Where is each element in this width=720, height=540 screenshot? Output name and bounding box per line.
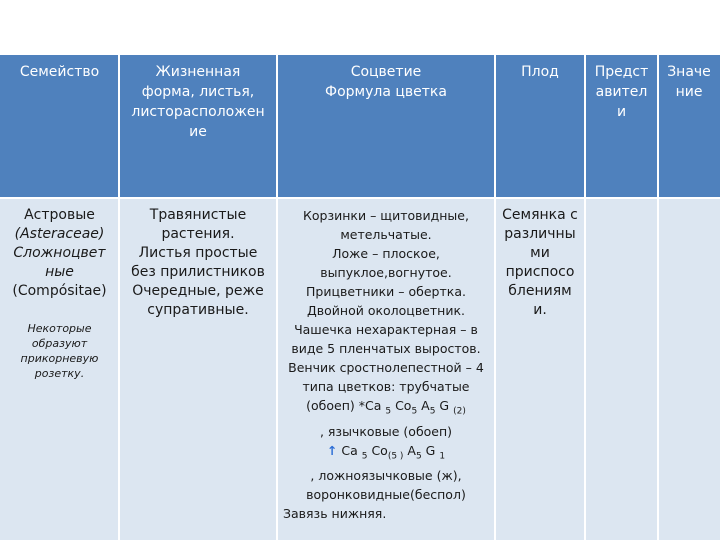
family-alt-name: ные (45, 264, 74, 280)
family-note (0, 321, 119, 381)
formula-text: A (417, 398, 430, 413)
formula-text: Ca (337, 442, 362, 458)
column-divider (657, 55, 659, 540)
header-inflorescence-line: Соцветие (350, 64, 422, 80)
life-form-line: супративные. (147, 302, 249, 318)
inflorescence-line: метельчатые. (340, 227, 432, 242)
cell-family (0, 198, 119, 540)
header-fruit-text: Плод (521, 64, 559, 80)
header-life-form-line: Жизненная (155, 64, 241, 80)
row-divider (0, 197, 720, 199)
life-form-line: Листья простые (138, 245, 258, 261)
family-note-line: Некоторые (27, 322, 92, 335)
formula-sub: 5 (385, 406, 392, 417)
formula-text: (обоеп) *Ca (306, 398, 386, 413)
header-family (0, 55, 119, 198)
cell-significance (658, 198, 720, 540)
family-latin: (Asteraceae) (14, 226, 105, 242)
fruit-line: ми (530, 245, 550, 261)
column-divider (118, 55, 120, 540)
cell-fruit (495, 198, 585, 540)
inflorescence-line: воронковидные(беспол) (306, 487, 466, 502)
flower-formula-ligulate (277, 441, 495, 467)
formula-sub: (2) (453, 406, 466, 417)
header-inflorescence-line: Формула цветка (325, 84, 447, 100)
header-representatives (585, 55, 658, 198)
inflorescence-line: выпуклое,вогнутое. (320, 265, 452, 280)
inflorescence-line: Венчик сростнолепестной – 4 (288, 360, 484, 375)
fruit-line: блениям (508, 283, 572, 299)
inflorescence-line: , ложноязычковые (ж), (310, 468, 462, 483)
header-significance-line: Значе (667, 64, 711, 80)
inflorescence-line: Прицветники – обертка. (306, 284, 466, 299)
inflorescence-line: Чашечка нехарактерная – в (294, 322, 478, 337)
zygomorphic-arrow-icon: ↑ (326, 442, 338, 458)
cell-representatives (585, 198, 658, 540)
family-alt-name: Сложноцвет (13, 245, 106, 261)
life-form-line: Травянистые (149, 207, 247, 223)
header-life-form (119, 55, 277, 198)
family-note-line: образуют (31, 337, 88, 350)
formula-sub: 1 (439, 451, 446, 461)
classification-table (0, 55, 720, 540)
formula-text: Co (367, 442, 388, 458)
flower-formula-tubular (277, 396, 495, 422)
header-representatives-line: и (616, 104, 627, 120)
inflorescence-line: , язычковые (обоеп) (319, 423, 453, 439)
formula-text: G (421, 442, 440, 458)
life-form-line: без прилистников (131, 264, 265, 280)
header-significance-line: ние (675, 84, 703, 100)
header-fruit (495, 55, 585, 198)
column-divider (584, 55, 586, 540)
inflorescence-line: типа цветков: трубчатые (302, 379, 470, 394)
header-life-form-line: форма, листья, (141, 84, 255, 100)
header-representatives-line: авител (595, 84, 648, 100)
formula-sub: (5 ) (387, 451, 404, 461)
life-form-line: растения. (161, 226, 235, 242)
cell-inflorescence (277, 198, 495, 540)
formula-sub: 5 (411, 406, 418, 417)
header-life-form-line: листорасположен (131, 104, 265, 120)
inflorescence-line: Двойной околоцветник. (307, 303, 465, 318)
fruit-line: Семянка с (502, 207, 578, 223)
inflorescence-line: Ложе – плоское, (332, 246, 440, 261)
life-form-line: Очередные, реже (132, 283, 264, 299)
family-note-line: прикорневую (20, 352, 99, 365)
fruit-line: приспосо (505, 264, 575, 280)
inflorescence-line: виде 5 пленчатых выростов. (291, 341, 481, 356)
inflorescence-line: Завязь нижняя. (283, 506, 387, 521)
family-alt-latin: (Compósitae) (12, 283, 107, 299)
fruit-line: различны (504, 226, 576, 242)
fruit-line: и. (533, 302, 547, 318)
header-representatives-line: Предст (594, 64, 649, 80)
header-significance (658, 55, 720, 198)
family-name: Астровые (24, 207, 95, 223)
formula-text: G (435, 398, 454, 413)
formula-sub: 5 (415, 451, 422, 461)
column-divider (494, 55, 496, 540)
cell-life-form (119, 198, 277, 540)
header-family-text: Семейство (19, 64, 100, 80)
family-note-line: розетку. (34, 367, 85, 380)
inflorescence-line: Корзинки – щитовидные, (303, 208, 469, 223)
header-inflorescence (277, 55, 495, 198)
column-divider (276, 55, 278, 540)
formula-text: A (403, 442, 416, 458)
formula-sub: 5 (361, 451, 368, 461)
header-life-form-line: ие (189, 124, 207, 140)
formula-sub: 5 (429, 406, 436, 417)
formula-text: Co (391, 398, 412, 413)
